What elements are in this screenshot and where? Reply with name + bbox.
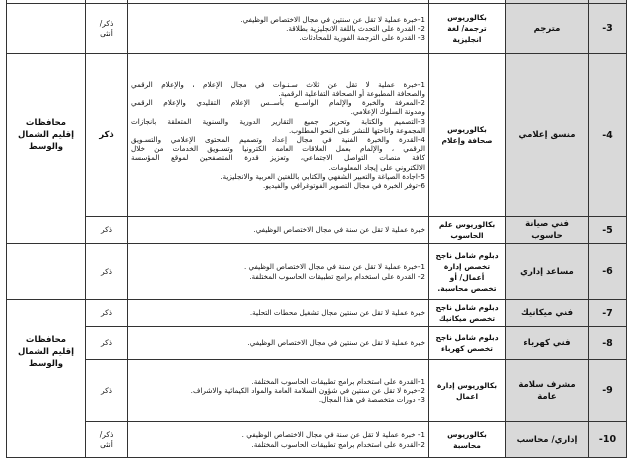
experience-line: 4-القدرة والخبرة الفنية في مجال إعداد وتصميم المحتوى الإعلامي والتسـويق: [131, 135, 425, 144]
gender: ذكر: [86, 300, 128, 327]
table-row: [7, 360, 627, 422]
job-title: إداري/ محاسب: [506, 422, 589, 458]
qualification: [429, 327, 506, 360]
experience-line: 1-خبرة عملية لا تقل عن سنة في مجال الاختصاص الوظيفي .: [243, 262, 425, 272]
job-title: فني صيانة حاسوب: [506, 217, 589, 244]
qualification-line: تخصص ميكانيك: [438, 314, 496, 323]
qualification-line: أعمال/ أو: [449, 272, 485, 282]
experience-line: كافة منصات التواصل الاجتماعي، وتعزيز قدرة المتصفحين لموقع المؤسسة: [131, 153, 425, 163]
job-number: 5-: [589, 217, 627, 244]
experience-line: ومدونة السلوك الإعلامي.: [350, 107, 425, 117]
experience: [128, 217, 429, 244]
experience: [128, 422, 429, 458]
job-title: مترجم: [506, 4, 589, 54]
qualification-line: دبلوم شامل ناجح: [435, 303, 499, 312]
governorate-line: إقليم الشمال: [17, 130, 75, 141]
experience: [128, 300, 429, 327]
job-number: 3-: [589, 4, 627, 54]
experience-line: الرقمي ، والإلمام بعمل العلاقات العامه الكترونيا وتسـويق الخدمات من خلال: [131, 144, 425, 154]
experience-line: 2-خبرة لا تقل عن سنتين في شؤون السلامة العامة والمواد الكيمائية والاشراف.: [190, 385, 425, 395]
experience: [128, 327, 429, 360]
job-number: 7-: [589, 300, 627, 327]
qualification-line: صحافة وإعلام: [441, 136, 493, 145]
table-row: [7, 54, 627, 217]
gender: [86, 422, 128, 458]
qualification: [429, 4, 506, 54]
qualification-line: تخصص كهرباء: [441, 344, 493, 353]
experience-line: 2- القدرة على التحدث باللغة الانجليزية بطلاقة.: [286, 23, 425, 33]
experience-line: 2- القدرة على استخدام برامج تطبيقات الحاسوب المختلفة.: [249, 271, 425, 281]
job-number: 4-: [589, 54, 627, 217]
qualification-line: دبلوم شامل ناجح: [435, 333, 499, 342]
gender: ذكر: [86, 217, 128, 244]
qualification-line: محاسبة: [453, 440, 481, 450]
qualification-line: تخصص إدارة: [443, 261, 491, 271]
governorate-line: محافظات: [25, 118, 67, 129]
qualification-line: بكالوريوس: [447, 13, 487, 22]
experience-line: 5-اجادة الصياغة والتعبير الشفهي والكتابي باللغتين العربية والانجليزية.: [220, 171, 425, 181]
governorate: [7, 244, 86, 300]
qualification: [429, 244, 506, 300]
experience: [128, 54, 429, 217]
gender: ذكر: [86, 360, 128, 422]
gender-line: ذكر/: [99, 18, 114, 28]
qualification-line: بكالوريوس: [447, 125, 487, 134]
experience-line: خبرة عملية لا تقل عن سنتين مجال تشغيل محطات التحلية.: [249, 308, 425, 318]
experience-line: 3- القدرة على الترجمة الفورية للمحادثات.: [299, 33, 425, 43]
governorate: [7, 217, 86, 244]
qualification: [429, 422, 506, 458]
gender-line: أنثى: [100, 28, 113, 38]
qualification: [429, 360, 506, 422]
qualification-line: تخصص محاسبة.: [437, 283, 497, 293]
qualification-line: بكالوريوس إدارة: [436, 380, 498, 390]
table-row: [7, 300, 627, 327]
job-title: مساعد إداري: [506, 244, 589, 300]
experience-line: 1-خبرة عملية لا تقل عن ثلاث سـنـوات في مجال الإعلام ، والإعلام الرقمي: [131, 79, 425, 89]
job-title: فني كهرباء: [506, 327, 589, 360]
experience: [128, 360, 429, 422]
qualification-line: دبلوم شامل ناجح: [435, 250, 499, 260]
job-number: 9-: [589, 360, 627, 422]
governorate-line: والوسط: [28, 142, 64, 153]
job-title-line: مشرف سلامة: [518, 379, 576, 390]
qualification: [429, 217, 506, 244]
gender: ذكر: [86, 244, 128, 300]
job-title: منسق إعلامي: [506, 54, 589, 217]
experience-line: خبرة عملية لا تقل عن سنة في مجال الاختصاص الوظيفي.: [253, 225, 425, 235]
experience-line: 1-القدرة على استخدام برامج تطبيقات الحاسوب المختلفة.: [251, 376, 425, 386]
governorate: [7, 4, 86, 54]
job-number: 8-: [589, 327, 627, 360]
gender-line: أنثى: [100, 439, 113, 449]
governorate-line: والوسط: [28, 359, 64, 369]
governorate: [7, 54, 86, 217]
qualification-line: الحاسوب: [450, 231, 484, 240]
experience-line: 2-المعرفة والخبرة والإلمام الواســع بأســس الإعلام التقليدي والإعلام الرقمي: [131, 98, 425, 108]
experience-line: الالكتروني على إيجاد المعلومات.: [328, 162, 425, 172]
gender-line: ذكر/: [99, 429, 114, 439]
qualification-line: ترجمة/ لغة: [447, 24, 487, 33]
job-requirements-table: [6, 0, 627, 458]
experience-line: 3-التصميم والكتابة وتحرير جميع التقارير الدورية والسنوية المتعلقة بانجازات: [131, 116, 425, 126]
experience: [128, 244, 429, 300]
gender: ذكر: [86, 54, 128, 217]
qualification-line: اعمال: [455, 391, 479, 401]
experience-line: المجموعة واتاحتها للنشر على النحو المطلوب.: [288, 125, 425, 135]
experience-line: 1-خبرة عملية لا تقل عن سنتين في مجال الاختصاص الوظيفي.: [240, 14, 425, 24]
experience-line: 6-توفر الخبرة في مجال التصوير الفوتوغرافي والفيديو.: [263, 181, 425, 191]
table-row: [7, 244, 627, 300]
job-title-line: عامة: [537, 391, 557, 402]
qualification-line: انجليزية: [452, 35, 482, 44]
qualification-line: بكالوريوس: [447, 429, 487, 439]
experience-line: 3- دورات متخصصة في هذا المجال.: [318, 395, 425, 405]
governorate: [7, 300, 86, 458]
qualification: [429, 54, 506, 217]
table-row: [7, 4, 627, 54]
job-number: 6-: [589, 244, 627, 300]
qualification-line: بكالوريوس علم: [438, 220, 496, 229]
governorate-line: إقليم الشمال: [17, 347, 75, 357]
job-title: فني ميكانيك: [506, 300, 589, 327]
gender: ذكر: [86, 327, 128, 360]
gender: [86, 4, 128, 54]
experience-line: خبرة عملية لا تقل عن سنتين في مجال الاختصاص الوظيفي.: [247, 338, 425, 348]
job-title: [506, 360, 589, 422]
experience-line: 2-القدرة على استخدام برامج تطبيقات الحاسوب المختلفة.: [251, 439, 425, 449]
governorate-line: محافظات: [25, 335, 67, 345]
experience-line: 1- خبرة عملية لا تقل عن سنة في مجال الاختصاص الوظيفي .: [241, 430, 425, 440]
experience-line: والصحافة المطبوعة أو الصحافة التفاعلية الرقمية.: [278, 88, 425, 98]
table-row: [7, 217, 627, 244]
job-number: 10-: [589, 422, 627, 458]
table-row: [7, 327, 627, 360]
qualification: [429, 300, 506, 327]
table-row: [7, 422, 627, 458]
experience: [128, 4, 429, 54]
